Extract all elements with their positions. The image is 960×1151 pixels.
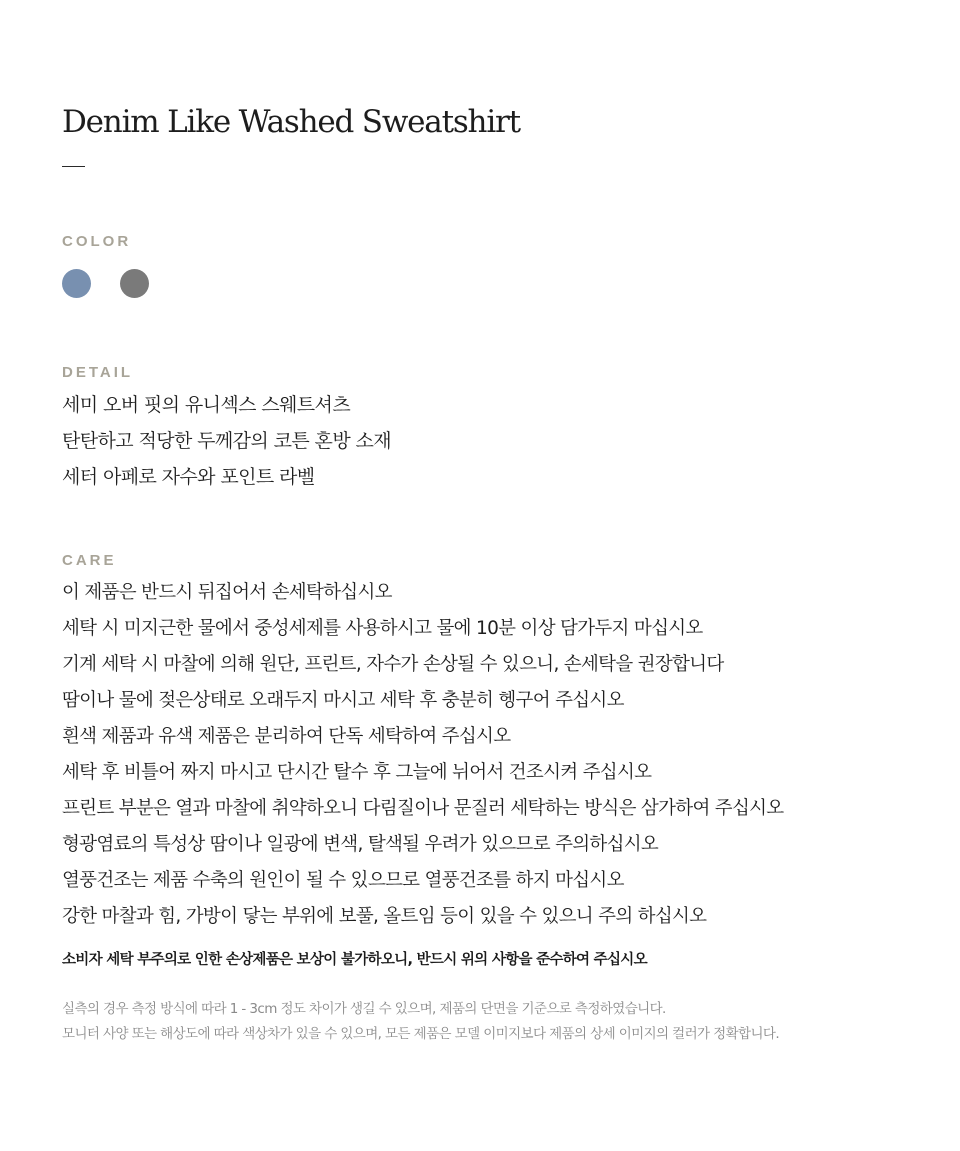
detail-line: 세미 오버 핏의 유니섹스 스웨트셔츠 — [62, 394, 351, 416]
detail-line: 세터 아페로 자수와 포인트 라벨 — [62, 466, 315, 488]
care-line: 프린트 부분은 열과 마찰에 취약하오니 다림질이나 문질러 세탁하는 방식은 삼가하여 주십시오 — [62, 798, 784, 819]
care-line: 기계 세탁 시 마찰에 의해 원단, 프린트, 자수가 손상될 수 있으니, 손세탁을 권장합니다 — [62, 654, 724, 675]
care-list — [62, 575, 783, 935]
detail-line: 탄탄하고 적당한 두께감의 코튼 혼방 소재 — [62, 430, 392, 452]
product-title: Denim Like Washed Sweatshirt — [62, 104, 520, 140]
care-line: 강한 마찰과 힘, 가방이 닿는 부위에 보풀, 올트임 등이 있을 수 있으니 주의 하십시오 — [62, 906, 707, 927]
care-line: 세탁 시 미지근한 물에서 중성세제를 사용하시고 물에 10분 이상 담가두지 마십시오 — [62, 618, 703, 639]
footnotes — [62, 997, 779, 1047]
footnote-line: 모니터 사양 또는 해상도에 따라 색상차가 있을 수 있으며, 모든 제품은 모델 이미지보다 제품의 상세 이미지의 컬러가 정확합니다. — [62, 1026, 780, 1042]
care-line: 열풍건조는 제품 수축의 원인이 될 수 있으므로 열풍건조를 하지 마십시오 — [62, 870, 624, 891]
color-swatch-blue[interactable] — [62, 269, 91, 298]
color-section-label: COLOR — [62, 233, 132, 250]
care-line: 흰색 제품과 유색 제품은 분리하여 단독 세탁하여 주십시오 — [62, 726, 511, 747]
care-line: 형광염료의 특성상 땀이나 일광에 변색, 탈색될 우려가 있으므로 주의하십시오 — [62, 834, 659, 855]
color-swatch-gray[interactable] — [120, 269, 149, 298]
care-line: 땀이나 물에 젖은상태로 오래두지 마시고 세탁 후 충분히 헹구어 주십시오 — [62, 690, 624, 711]
care-notice: 소비자 세탁 부주의로 인한 손상제품은 보상이 불가하오니, 반드시 위의 사항을 준수하여 주십시오 — [62, 952, 647, 968]
detail-section-label: DETAIL — [62, 364, 134, 381]
care-line: 세탁 후 비틀어 짜지 마시고 단시간 탈수 후 그늘에 뉘어서 건조시켜 주십시오 — [62, 762, 652, 783]
care-line: 이 제품은 반드시 뒤집어서 손세탁하십시오 — [62, 582, 392, 603]
title-divider — [62, 166, 85, 167]
detail-list — [62, 387, 391, 495]
footnote-line: 실측의 경우 측정 방식에 따라 1 - 3cm 정도 차이가 생길 수 있으며, 제품의 단면을 기준으로 측정하였습니다. — [62, 1001, 666, 1017]
care-section-label: CARE — [62, 552, 117, 569]
